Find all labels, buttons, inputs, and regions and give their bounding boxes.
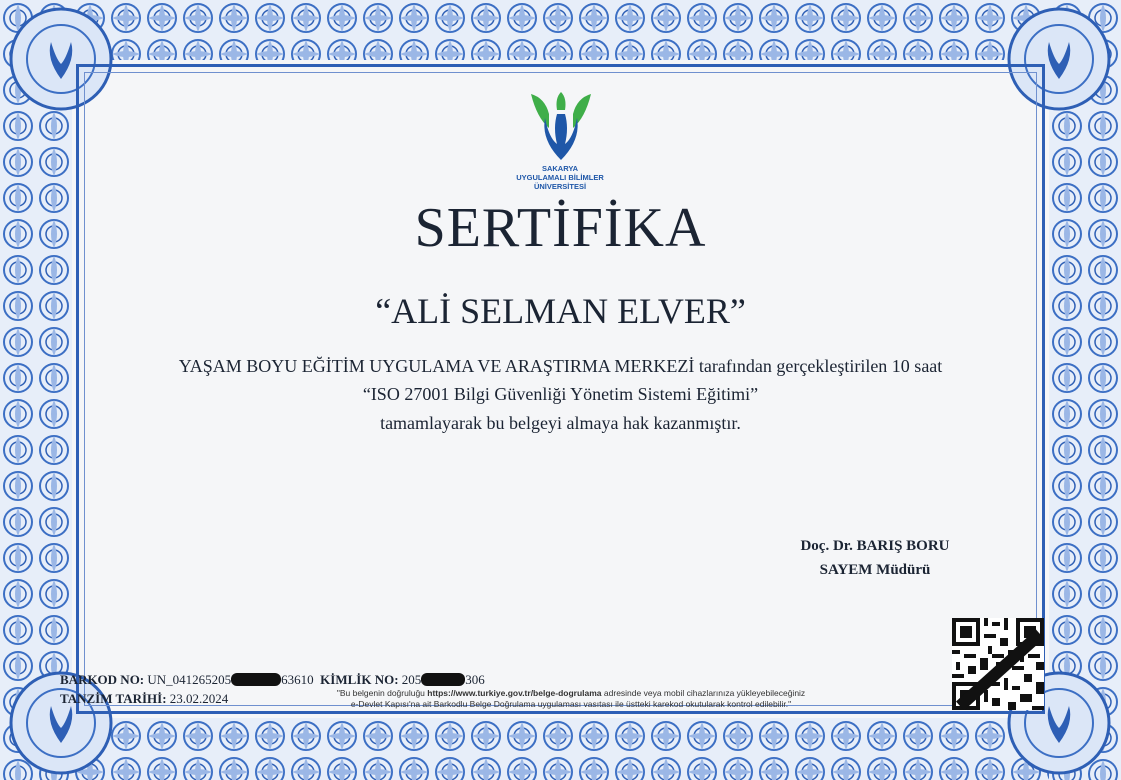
body-line-2: “ISO 27001 Bilgi Güvenliği Yönetim Sistemi Eğitimi” — [362, 384, 759, 404]
verification-note — [256, 688, 886, 710]
signatory-title: SAYEM Müdürü — [819, 562, 931, 578]
qr-code-icon[interactable] — [952, 618, 1044, 710]
body-line-3: tamamlayarak bu belgeyi almaya hak kazanmıştır. — [380, 413, 741, 433]
recipient-name: “ALİ SELMAN ELVER” — [375, 291, 746, 331]
tanzim-value: 23.02.2024 — [166, 691, 229, 706]
signatory-name: Doç. Dr. BARIŞ BORU — [800, 538, 950, 554]
center-name: YAŞAM BOYU EĞİTİM UYGULAMA VE ARAŞTIRMA MERKEZİ — [178, 356, 695, 376]
note-part1: "Bu belgenin doğruluğu — [336, 688, 428, 698]
university-name — [480, 164, 640, 191]
ornamental-border-top — [0, 0, 1121, 60]
kimlik-label: KİMLİK NO: — [320, 672, 399, 687]
barcode-line — [60, 672, 485, 688]
body-line-1 — [0, 356, 1121, 377]
kimlik-suffix: 306 — [465, 672, 485, 687]
ornamental-border-bottom — [0, 718, 1121, 780]
verification-url-link[interactable]: https://www.turkiye.gov.tr/belge-dogrulama — [427, 688, 602, 698]
university-line2: UYGULAMALI BİLİMLER — [516, 173, 604, 182]
university-line3: ÜNİVERSİTESİ — [533, 182, 587, 191]
tanzim-line — [60, 691, 228, 707]
note-part2: adresinde veya mobil cihazlarınıza yükleyebileceğiniz — [601, 688, 806, 698]
barcode-suffix: 63610 — [281, 672, 314, 687]
university-logo-icon — [527, 88, 595, 162]
certificate-title: SERTİFİKA — [414, 197, 707, 259]
kimlik-prefix: 205 — [398, 672, 422, 687]
barcode-label: BARKOD NO: — [60, 672, 145, 687]
body-line-1-suffix: tarafından gerçekleştirilen 10 saat — [694, 356, 943, 376]
verification-note-line2: e-Devlet Kapısı'na ait Barkodlu Belge Doğrulama uygulaması vasıtası ile üstteki karekod okutularak kontrol edilebilir." — [350, 699, 792, 709]
verification-note-line1 — [256, 688, 886, 699]
redaction-mark — [421, 673, 465, 686]
tanzim-label: TANZİM TARİHİ: — [60, 691, 167, 706]
barcode-prefix: UN_041265205 — [144, 672, 232, 687]
redaction-mark — [231, 673, 281, 686]
university-line1: SAKARYA — [541, 164, 579, 173]
